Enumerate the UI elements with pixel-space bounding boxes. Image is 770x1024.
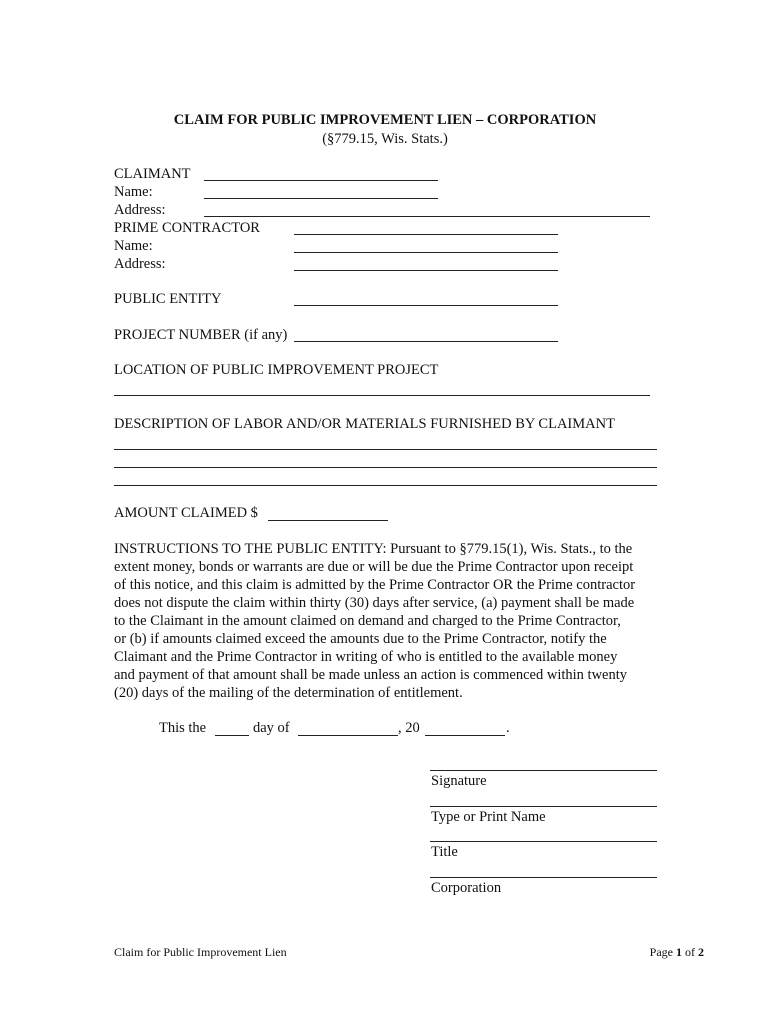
title-field[interactable] [430,841,657,842]
claimant-name-label: Name: [114,184,153,200]
document-title: CLAIM FOR PUBLIC IMPROVEMENT LIEN – CORPORATION [173,112,597,128]
footer-page-number [650,945,704,959]
location-label: LOCATION OF PUBLIC IMPROVEMENT PROJECT [114,362,439,378]
project-number-field[interactable] [294,341,558,342]
amount-claimed-field[interactable] [268,520,388,521]
claimant-field-line[interactable] [204,180,438,181]
instructions-line: (20) days of the mailing of the determination of entitlement. [114,685,463,701]
date-year-field[interactable] [425,735,505,736]
page-total: 2 [698,945,704,959]
description-field-line-2[interactable] [114,467,657,468]
date-month-field[interactable] [298,735,398,736]
instructions-line: to the Claimant in the amount claimed on demand and charged to the Prime Contractor, [114,613,621,629]
claimant-heading: CLAIMANT [114,166,191,182]
date-year-prefix: , 20 [398,720,420,736]
instructions-line: of this notice, and this claim is admitted by the Prime Contractor OR the Prime contractor [114,577,636,593]
claimant-address-label: Address: [114,202,166,218]
description-field-line-1[interactable] [114,449,657,450]
public-entity-field[interactable] [294,305,558,306]
prime-contractor-address-field[interactable] [294,270,558,271]
footer-document-name: Claim for Public Improvement Lien [114,945,287,959]
instructions-line: or (b) if amounts claimed exceed the amounts due to the Prime Contractor, notify the [114,631,607,647]
corporation-field[interactable] [430,877,657,878]
claimant-address-field[interactable] [204,216,650,217]
document-subtitle: (§779.15, Wis. Stats.) [322,131,448,147]
claimant-name-field[interactable] [204,198,438,199]
prime-contractor-name-field[interactable] [294,252,558,253]
instructions-line: Claimant and the Prime Contractor in writing of who is entitled to the available money [114,649,618,665]
public-entity-label: PUBLIC ENTITY [114,291,222,307]
instructions-line: does not dispute the claim within thirty (30) days after service, (a) payment shall be made [114,595,635,611]
prime-contractor-heading: PRIME CONTRACTOR [114,220,260,236]
date-this-the-label: This the [159,720,207,736]
prime-contractor-address-label: Address: [114,256,166,272]
page-current: 1 [676,945,682,959]
instructions-line: and payment of that amount shall be made unless an action is commenced within twenty [114,667,628,683]
prime-contractor-name-label: Name: [114,238,153,254]
signature-label: Signature [431,773,487,789]
date-period: . [506,720,510,736]
page-of: of [685,945,695,959]
instructions-line: INSTRUCTIONS TO THE PUBLIC ENTITY: Pursuant to §779.15(1), Wis. Stats., to the [114,541,633,557]
date-day-of-label: day of [253,720,290,736]
corporation-label: Corporation [431,880,502,896]
project-number-label: PROJECT NUMBER (if any) [114,327,288,343]
prime-contractor-field-line[interactable] [294,234,558,235]
instructions-line: extent money, bonds or warrants are due or will be due the Prime Contractor upon receipt [114,559,634,575]
description-field-line-3[interactable] [114,485,657,486]
title-label: Title [431,844,458,860]
description-label: DESCRIPTION OF LABOR AND/OR MATERIALS FURNISHED BY CLAIMANT [114,416,615,432]
print-name-field[interactable] [430,806,657,807]
instructions-paragraph [114,540,660,702]
amount-claimed-label: AMOUNT CLAIMED $ [114,505,258,521]
location-field[interactable] [114,395,650,396]
page-word: Page [649,945,673,959]
print-name-label: Type or Print Name [431,809,546,825]
signature-field[interactable] [430,770,657,771]
date-day-field[interactable] [215,735,249,736]
